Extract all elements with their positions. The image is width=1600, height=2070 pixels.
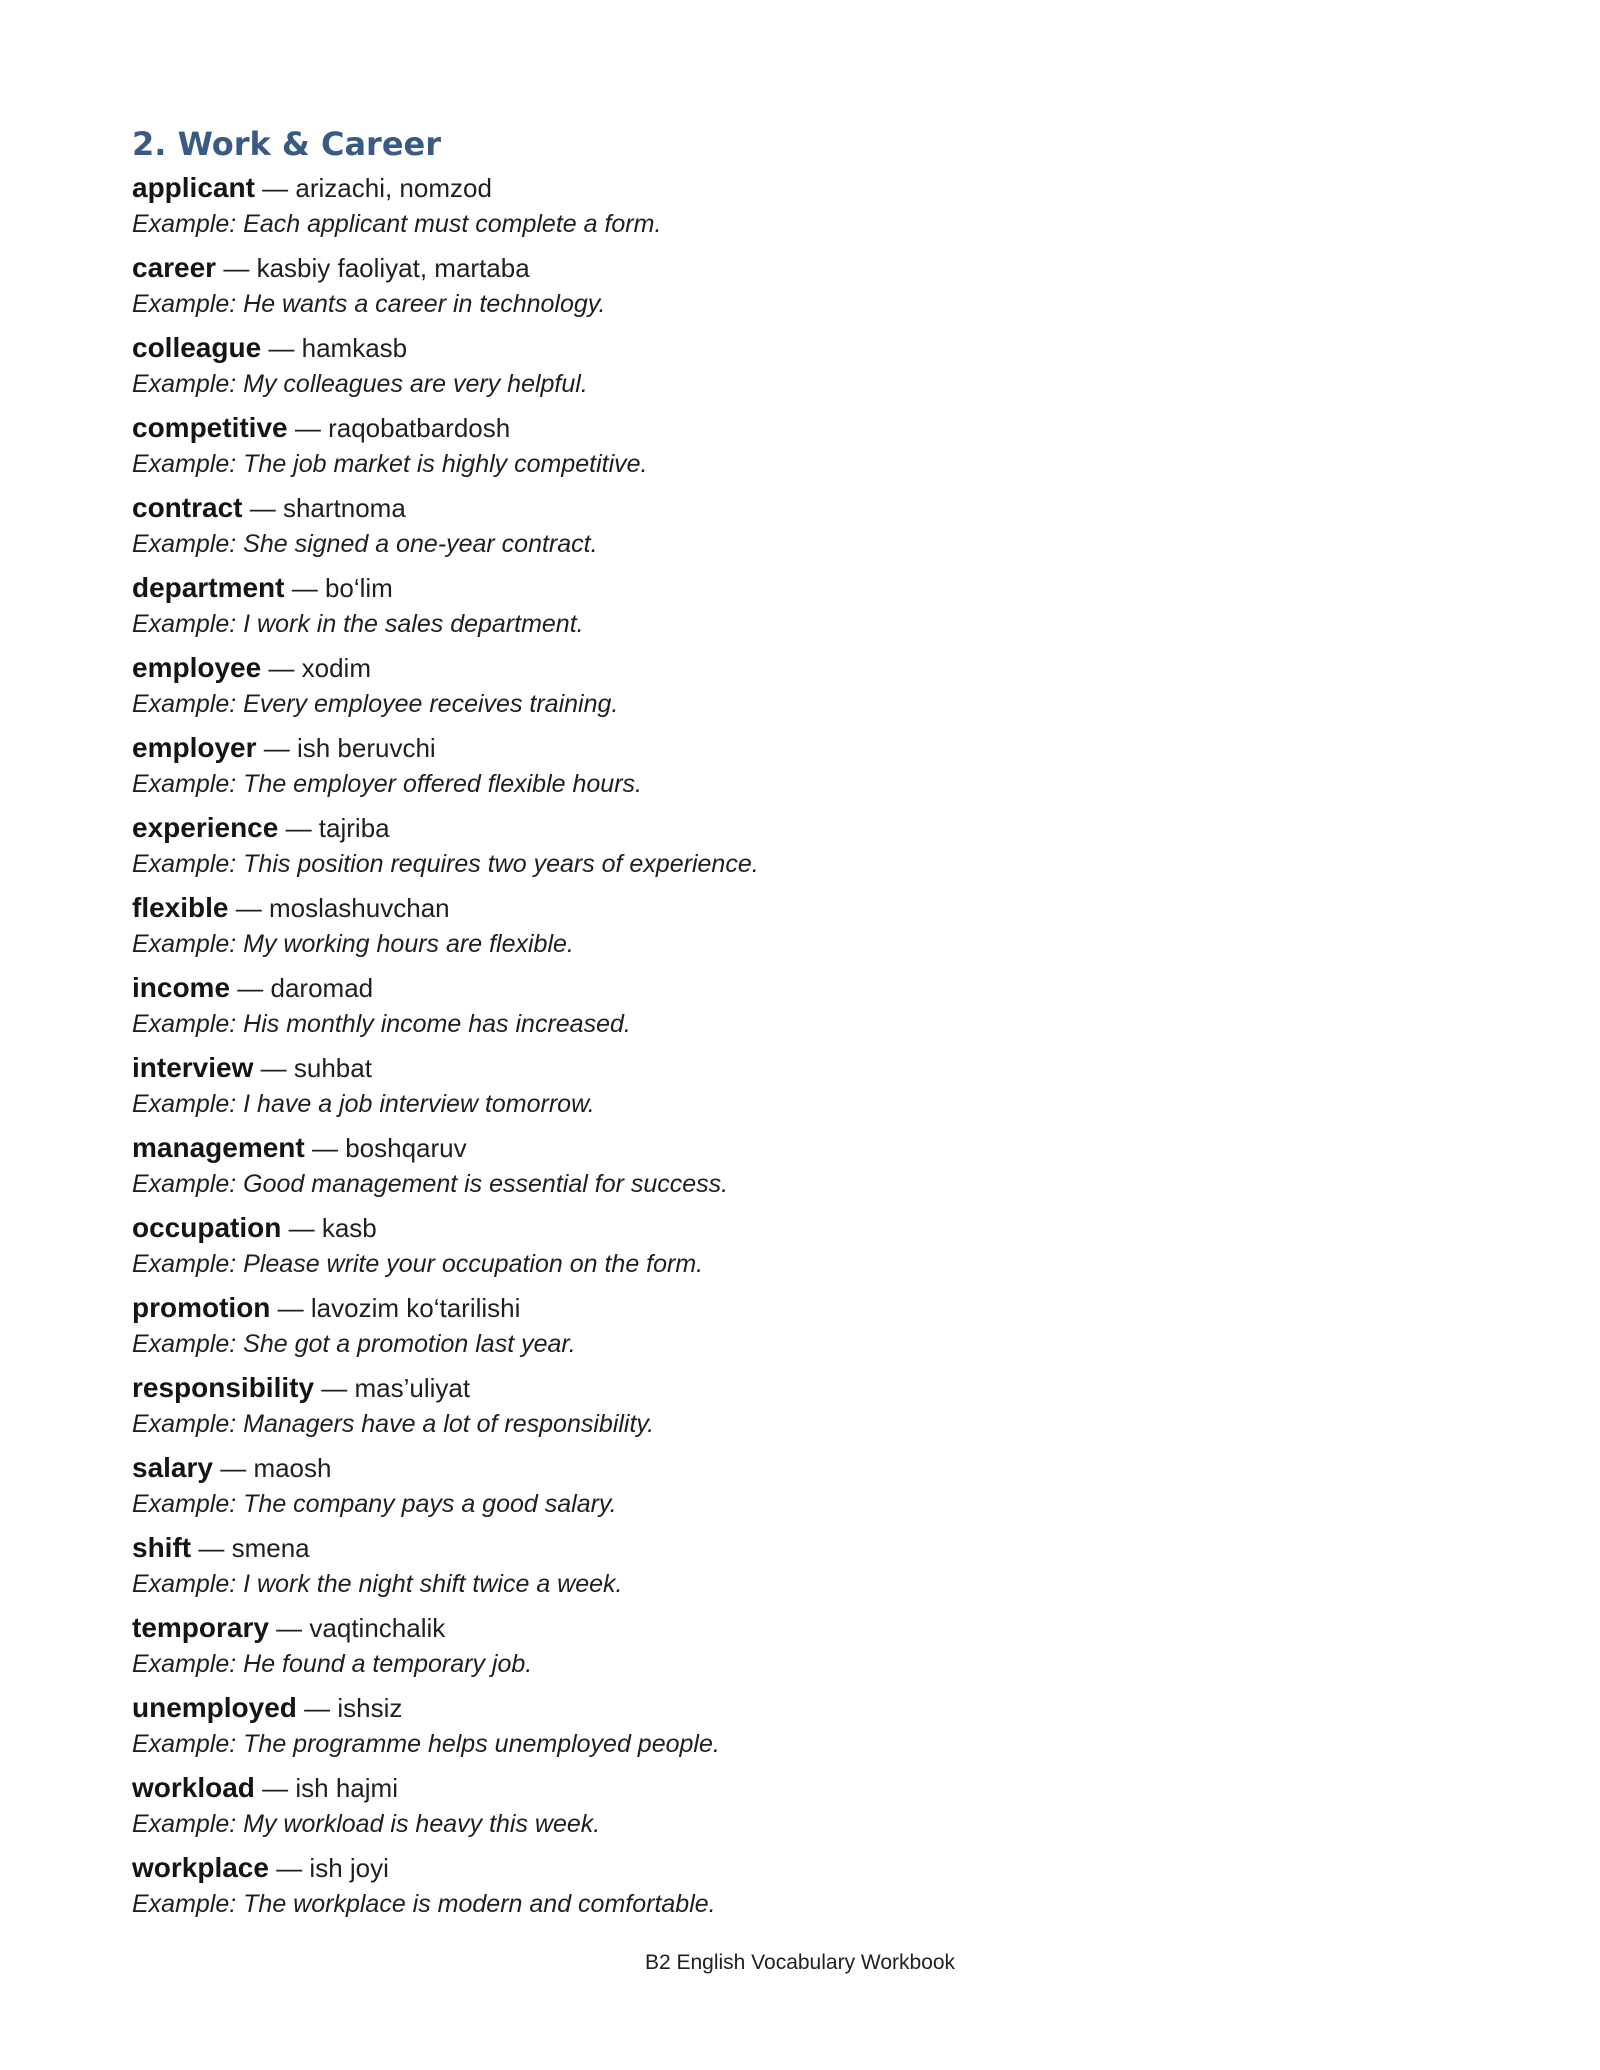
entry-separator: — [220, 1453, 247, 1483]
entry-heading [132, 970, 1432, 1006]
entry-translation: ish hajmi [295, 1773, 398, 1803]
entry-term: responsibility [132, 1372, 315, 1403]
entry-term: colleague [132, 332, 262, 363]
entry-term: flexible [132, 892, 229, 923]
entry-term: experience [132, 812, 279, 843]
entry-example: Example: My colleagues are very helpful. [132, 370, 588, 398]
entry-heading [132, 1450, 1432, 1486]
entry-translation: shartnoma [282, 493, 406, 523]
entry-example: Example: The workplace is modern and comfortable. [132, 1890, 716, 1918]
entry-heading [132, 1130, 1432, 1166]
entry-separator: — [268, 653, 295, 683]
entry-separator: — [198, 1533, 225, 1563]
vocabulary-entry [132, 1850, 1432, 1930]
vocabulary-entry [132, 1370, 1432, 1450]
entry-translation: tajriba [318, 813, 390, 843]
entry-heading [132, 1050, 1432, 1086]
vocabulary-entry [132, 330, 1432, 410]
entry-example: Example: I have a job interview tomorrow. [132, 1090, 595, 1118]
vocabulary-entry [132, 650, 1432, 730]
entry-translation: suhbat [293, 1053, 372, 1083]
entry-term: workload [132, 1772, 255, 1803]
entry-example: Example: The programme helps unemployed people. [132, 1730, 720, 1758]
vocabulary-entry [132, 730, 1432, 810]
entry-heading [132, 250, 1432, 286]
entry-example: Example: My workload is heavy this week. [132, 1810, 601, 1838]
entry-term: department [132, 572, 285, 603]
entry-term: contract [132, 492, 243, 523]
vocabulary-entry [132, 250, 1432, 330]
entry-heading [132, 1210, 1432, 1246]
page-footer [0, 1949, 1600, 1977]
footer-text: B2 English Vocabulary Workbook [644, 1951, 956, 1974]
entry-translation: lavozim ko‘tarilishi [310, 1293, 521, 1323]
entry-separator: — [260, 1053, 287, 1083]
entry-example: Example: I work the night shift twice a week. [132, 1570, 623, 1598]
entry-heading [132, 890, 1432, 926]
vocabulary-entry [132, 1050, 1432, 1130]
entry-translation: mas’uliyat [354, 1373, 471, 1403]
vocabulary-entry [132, 970, 1432, 1050]
entry-separator: — [276, 1853, 303, 1883]
vocabulary-entry [132, 1690, 1432, 1770]
entry-example: Example: Please write your occupation on the form. [132, 1250, 704, 1278]
entry-translation: kasb [321, 1213, 377, 1243]
entry-separator: — [263, 733, 290, 763]
vocabulary-entry [132, 570, 1432, 650]
entry-term: career [132, 252, 217, 283]
entry-translation: bo‘lim [324, 573, 393, 603]
entry-translation: moslashuvchan [268, 893, 450, 923]
entry-heading [132, 1610, 1432, 1646]
entry-term: promotion [132, 1292, 271, 1323]
entry-separator: — [235, 893, 262, 923]
entry-example: Example: He found a temporary job. [132, 1650, 533, 1678]
entry-heading [132, 490, 1432, 526]
entry-separator: — [288, 1213, 315, 1243]
vocabulary-entry [132, 490, 1432, 570]
entry-example: Example: Every employee receives training. [132, 690, 619, 718]
vocabulary-entry [132, 1450, 1432, 1530]
entry-term: applicant [132, 172, 255, 203]
entry-heading [132, 650, 1432, 686]
entry-term: competitive [132, 412, 288, 443]
entry-term: occupation [132, 1212, 282, 1243]
entry-separator: — [249, 493, 276, 523]
entry-separator: — [223, 253, 250, 283]
entry-translation: boshqaruv [345, 1133, 467, 1163]
vocabulary-entry [132, 1130, 1432, 1210]
entry-separator: — [237, 973, 264, 1003]
entry-translation: arizachi, nomzod [295, 173, 492, 203]
vocabulary-entry [132, 1290, 1432, 1370]
entry-term: shift [132, 1532, 192, 1563]
entry-term: interview [132, 1052, 254, 1083]
entry-example: Example: She got a promotion last year. [132, 1330, 576, 1358]
vocabulary-entry [132, 1210, 1432, 1290]
entry-heading [132, 410, 1432, 446]
vocabulary-entry [132, 410, 1432, 490]
entry-example: Example: She signed a one-year contract. [132, 530, 598, 558]
entry-term: workplace [132, 1852, 269, 1883]
entry-example: Example: The job market is highly competitive. [132, 450, 648, 478]
entry-heading [132, 570, 1432, 606]
entry-term: unemployed [132, 1692, 297, 1723]
entry-separator: — [291, 573, 318, 603]
entry-example: Example: Each applicant must complete a form. [132, 210, 662, 238]
entry-term: income [132, 972, 231, 1003]
entry-heading [132, 1850, 1432, 1886]
entry-translation: ish beruvchi [296, 733, 436, 763]
entry-translation: ish joyi [309, 1853, 389, 1883]
vocabulary-entry [132, 170, 1432, 250]
entry-example: Example: Managers have a lot of responsibility. [132, 1410, 655, 1438]
entry-example: Example: The employer offered flexible hours. [132, 770, 642, 798]
entry-translation: daromad [270, 973, 374, 1003]
entry-example: Example: The company pays a good salary. [132, 1490, 617, 1518]
entry-translation: raqobatbardosh [328, 413, 511, 443]
vocabulary-entry [132, 810, 1432, 890]
entry-example: Example: I work in the sales department. [132, 610, 584, 638]
entry-separator: — [321, 1373, 348, 1403]
entry-example: Example: His monthly income has increased. [132, 1010, 631, 1038]
entry-separator: — [262, 173, 289, 203]
vocabulary-entry [132, 1530, 1432, 1610]
entry-translation: hamkasb [301, 333, 408, 363]
entry-term: management [132, 1132, 305, 1163]
vocabulary-entry [132, 890, 1432, 970]
entry-separator: — [304, 1693, 331, 1723]
entry-heading [132, 1370, 1432, 1406]
entry-heading [132, 1690, 1432, 1726]
entry-term: salary [132, 1452, 213, 1483]
entry-example: Example: My working hours are flexible. [132, 930, 574, 958]
entry-example: Example: Good management is essential for success. [132, 1170, 729, 1198]
entry-translation: xodim [301, 653, 371, 683]
entry-separator: — [277, 1293, 304, 1323]
section-title: 2. Work & Career [132, 125, 441, 163]
entry-term: temporary [132, 1612, 269, 1643]
entry-heading [132, 1770, 1432, 1806]
entry-heading [132, 730, 1432, 766]
entry-separator: — [285, 813, 312, 843]
vocabulary-entry [132, 1770, 1432, 1850]
entry-separator: — [276, 1613, 303, 1643]
entry-heading [132, 170, 1432, 206]
entry-separator: — [294, 413, 321, 443]
vocabulary-list [132, 170, 1432, 1930]
entry-separator: — [268, 333, 295, 363]
entry-translation: kasbiy faoliyat, martaba [256, 253, 530, 283]
entry-translation: ishsiz [337, 1693, 403, 1723]
entry-translation: vaqtinchalik [309, 1613, 446, 1643]
entry-heading [132, 1530, 1432, 1566]
entry-example: Example: He wants a career in technology. [132, 290, 606, 318]
entry-separator: — [311, 1133, 338, 1163]
entry-heading [132, 330, 1432, 366]
vocabulary-entry [132, 1610, 1432, 1690]
entry-example: Example: This position requires two years of experience. [132, 850, 759, 878]
entry-heading [132, 810, 1432, 846]
entry-translation: smena [231, 1533, 310, 1563]
entry-translation: maosh [253, 1453, 332, 1483]
entry-term: employee [132, 652, 262, 683]
entry-heading [132, 1290, 1432, 1326]
entry-separator: — [262, 1773, 289, 1803]
entry-term: employer [132, 732, 257, 763]
